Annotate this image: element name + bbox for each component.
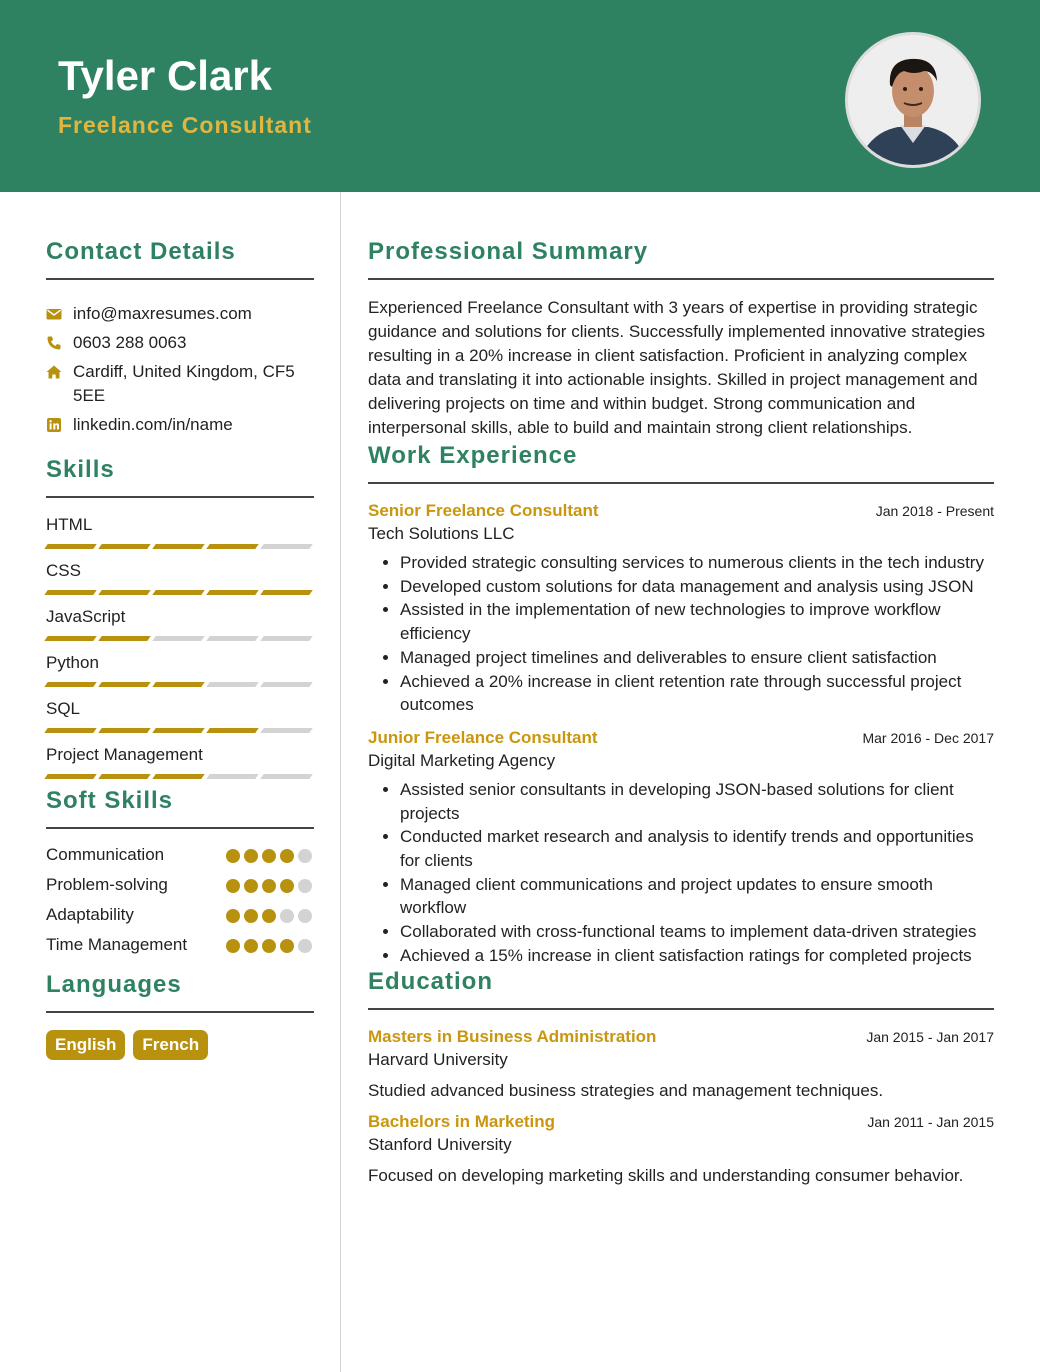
skill-level-segment bbox=[206, 728, 259, 733]
skill-level-segment bbox=[152, 636, 205, 641]
job-entry bbox=[368, 728, 994, 968]
skill-level-segment bbox=[206, 544, 259, 549]
rating-dot bbox=[226, 939, 240, 953]
contact-section bbox=[46, 238, 314, 437]
skill-level-segment bbox=[44, 636, 97, 641]
job-bullet: • Provided strategic consulting services to numerous clients in the tech industry bbox=[400, 551, 994, 575]
education-title: Education bbox=[368, 968, 994, 1010]
skills-list bbox=[46, 514, 314, 779]
job-dates: Jan 2018 - Present bbox=[875, 503, 994, 519]
skill-name: Project Management bbox=[46, 745, 203, 764]
languages-list bbox=[46, 1030, 314, 1060]
soft-skills-title: Soft Skills bbox=[46, 787, 314, 829]
rating-dot bbox=[298, 849, 312, 863]
contact-address-text: Cardiff, United Kingdom, CF5 5EE bbox=[73, 362, 295, 405]
soft-skill-rating bbox=[226, 849, 312, 863]
skill-level-segment bbox=[98, 544, 151, 549]
jobs-list bbox=[368, 501, 994, 968]
soft-skill-name: Problem-solving bbox=[46, 875, 168, 894]
contact-linkedin[interactable] bbox=[46, 413, 314, 437]
rating-dot bbox=[226, 849, 240, 863]
education-dates: Jan 2015 - Jan 2017 bbox=[866, 1028, 994, 1045]
education-section bbox=[368, 968, 994, 1188]
skill-name: Python bbox=[46, 653, 99, 672]
skill-level-segment bbox=[98, 636, 151, 641]
skill-item bbox=[46, 560, 314, 595]
contact-linkedin-text: linkedin.com/in/name bbox=[73, 415, 233, 434]
experience-title: Work Experience bbox=[368, 442, 994, 484]
resume-header bbox=[0, 0, 1040, 192]
rating-dot bbox=[226, 879, 240, 893]
skill-level-segment bbox=[206, 774, 259, 779]
right-column bbox=[368, 192, 994, 1188]
profile-photo-image bbox=[848, 35, 978, 165]
skill-level-segment bbox=[206, 682, 259, 687]
rating-dot bbox=[280, 849, 294, 863]
education-entry bbox=[368, 1027, 994, 1103]
soft-skills-section bbox=[46, 787, 314, 963]
education-list bbox=[368, 1027, 994, 1188]
languages-section bbox=[46, 971, 314, 1060]
summary-title: Professional Summary bbox=[368, 238, 994, 280]
summary-text: Experienced Freelance Consultant with 3 years of expertise in providing strategic guidance and solutions for clients. Successfully implemented innovative strategies resulting in a 20% increase in client satisfaction. Proficient in analyzing complex data and translating it into actionable insights. Skilled in project management and delivering projects on time and within budget. Strong communication and interpersonal skills, able to build and maintain strong client relationships. bbox=[368, 298, 986, 437]
job-bullet: • Managed client communications and project updates to ensure smooth workflow bbox=[400, 873, 994, 920]
soft-skill-rating bbox=[226, 939, 312, 953]
skill-level-segment bbox=[260, 682, 313, 687]
skill-name: CSS bbox=[46, 561, 81, 580]
column-divider bbox=[340, 192, 341, 1372]
rating-dot bbox=[298, 879, 312, 893]
skill-name: HTML bbox=[46, 515, 93, 534]
rating-dot bbox=[262, 939, 276, 953]
contact-phone[interactable] bbox=[46, 331, 314, 355]
rating-dot bbox=[244, 939, 258, 953]
skill-level-bar bbox=[46, 590, 314, 595]
skill-level-segment bbox=[260, 590, 313, 595]
education-entry bbox=[368, 1112, 994, 1188]
skill-level-segment bbox=[152, 728, 205, 733]
soft-skill-name: Adaptability bbox=[46, 905, 134, 924]
language-tag: French bbox=[133, 1030, 208, 1060]
job-dates: Mar 2016 - Dec 2017 bbox=[862, 729, 994, 746]
skill-item bbox=[46, 514, 314, 549]
education-degree: Masters in Business Administration bbox=[368, 1026, 657, 1046]
rating-dot bbox=[280, 909, 294, 923]
job-bullet: • Collaborated with cross-functional teams to implement data-driven strategies bbox=[400, 920, 994, 944]
candidate-role: Freelance Consultant bbox=[58, 112, 312, 138]
skill-level-bar bbox=[46, 682, 314, 687]
rating-dot bbox=[298, 939, 312, 953]
rating-dot bbox=[262, 849, 276, 863]
soft-skills-list bbox=[46, 843, 314, 963]
job-bullet: • Developed custom solutions for data management and analysis using JSON bbox=[400, 575, 994, 599]
soft-skill-name: Communication bbox=[46, 845, 165, 864]
skill-level-segment bbox=[44, 774, 97, 779]
skill-level-bar bbox=[46, 544, 314, 549]
skill-level-bar bbox=[46, 636, 314, 641]
skill-name: SQL bbox=[46, 699, 81, 718]
rating-dot bbox=[244, 879, 258, 893]
education-header bbox=[368, 1112, 994, 1132]
rating-dot bbox=[226, 909, 240, 923]
skill-level-segment bbox=[260, 544, 313, 549]
contact-phone-text: 0603 288 0063 bbox=[73, 333, 187, 352]
summary-section bbox=[368, 238, 994, 440]
candidate-name: Tyler Clark bbox=[58, 52, 272, 99]
skill-name: JavaScript bbox=[46, 607, 126, 626]
education-description: Focused on developing marketing skills and understanding consumer behavior. bbox=[368, 1165, 964, 1185]
skill-level-segment bbox=[152, 544, 205, 549]
email-icon bbox=[46, 306, 62, 322]
job-entry bbox=[368, 501, 994, 717]
soft-skill-item bbox=[46, 873, 314, 903]
skill-item bbox=[46, 744, 314, 779]
skill-level-segment bbox=[152, 774, 205, 779]
skill-level-segment bbox=[44, 728, 97, 733]
job-title: Junior Freelance Consultant bbox=[368, 727, 598, 747]
job-header bbox=[368, 501, 994, 521]
skill-level-segment bbox=[206, 590, 259, 595]
contact-address bbox=[46, 360, 314, 408]
soft-skill-item bbox=[46, 933, 314, 963]
skill-item bbox=[46, 652, 314, 687]
contact-email-text: info@maxresumes.com bbox=[73, 304, 252, 323]
rating-dot bbox=[244, 849, 258, 863]
job-bullets bbox=[368, 778, 994, 968]
rating-dot bbox=[280, 879, 294, 893]
skill-item bbox=[46, 606, 314, 641]
job-bullet: • Conducted market research and analysis to identify trends and opportunities for clients bbox=[400, 825, 994, 872]
skill-level-segment bbox=[152, 682, 205, 687]
contact-email[interactable] bbox=[46, 302, 314, 326]
profile-photo bbox=[845, 32, 981, 168]
job-bullet: • Managed project timelines and deliverables to ensure client satisfaction bbox=[400, 646, 994, 670]
soft-skill-name: Time Management bbox=[46, 935, 188, 954]
job-title: Senior Freelance Consultant bbox=[368, 501, 599, 520]
skill-level-segment bbox=[152, 590, 205, 595]
education-dates: Jan 2011 - Jan 2015 bbox=[867, 1113, 994, 1130]
left-column bbox=[46, 192, 314, 1060]
education-school: Harvard University bbox=[368, 1049, 508, 1069]
skill-level-segment bbox=[98, 728, 151, 733]
soft-skill-item bbox=[46, 903, 314, 933]
rating-dot bbox=[280, 939, 294, 953]
job-header bbox=[368, 728, 994, 748]
skill-level-segment bbox=[44, 682, 97, 687]
skill-level-segment bbox=[260, 636, 313, 641]
skill-level-bar bbox=[46, 774, 314, 779]
education-description: Studied advanced business strategies and management techniques. bbox=[368, 1080, 884, 1100]
job-company: Tech Solutions LLC bbox=[368, 524, 515, 543]
skill-level-segment bbox=[44, 590, 97, 595]
rating-dot bbox=[298, 909, 312, 923]
languages-title: Languages bbox=[46, 971, 314, 1013]
skill-level-bar bbox=[46, 728, 314, 733]
job-bullet: • Achieved a 15% increase in client satisfaction ratings for completed projects bbox=[400, 944, 994, 968]
skill-level-segment bbox=[98, 590, 151, 595]
phone-icon bbox=[46, 335, 62, 351]
education-degree: Bachelors in Marketing bbox=[368, 1111, 556, 1131]
rating-dot bbox=[262, 879, 276, 893]
skill-item bbox=[46, 698, 314, 733]
soft-skill-item bbox=[46, 843, 314, 873]
job-bullet: • Achieved a 20% increase in client retention rate through successful project outcomes bbox=[400, 670, 994, 717]
skills-section bbox=[46, 456, 314, 779]
skill-level-segment bbox=[44, 544, 97, 549]
contact-title: Contact Details bbox=[46, 238, 314, 280]
education-header bbox=[368, 1027, 994, 1047]
skill-level-segment bbox=[206, 636, 259, 641]
job-bullet: • Assisted in the implementation of new technologies to improve workflow efficiency bbox=[400, 598, 994, 645]
linkedin-icon bbox=[46, 417, 62, 433]
experience-section bbox=[368, 442, 994, 968]
skill-level-segment bbox=[98, 682, 151, 687]
soft-skill-rating bbox=[226, 909, 312, 923]
soft-skill-rating bbox=[226, 879, 312, 893]
language-tag: English bbox=[46, 1030, 125, 1060]
job-bullets bbox=[368, 551, 994, 717]
education-school: Stanford University bbox=[368, 1134, 512, 1154]
rating-dot bbox=[262, 909, 276, 923]
home-icon bbox=[46, 364, 62, 380]
skills-title: Skills bbox=[46, 456, 314, 498]
skill-level-segment bbox=[260, 728, 313, 733]
skill-level-segment bbox=[98, 774, 151, 779]
job-bullet: • Assisted senior consultants in developing JSON-based solutions for client projects bbox=[400, 778, 994, 825]
job-company: Digital Marketing Agency bbox=[368, 750, 556, 770]
skill-level-segment bbox=[260, 774, 313, 779]
rating-dot bbox=[244, 909, 258, 923]
